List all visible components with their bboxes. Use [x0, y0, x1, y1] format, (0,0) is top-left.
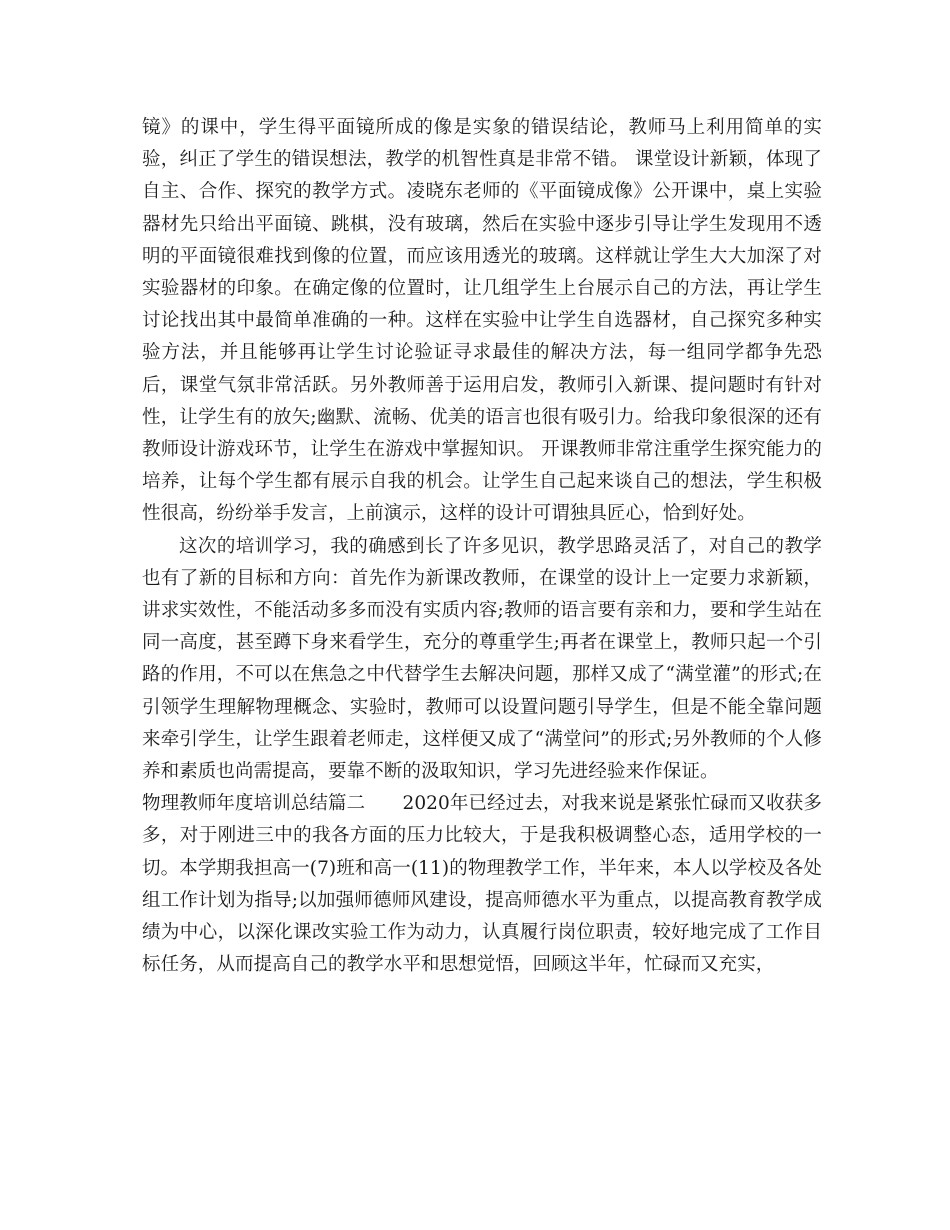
- document-body: [142, 112, 822, 981]
- paragraph-observation: 镜》的课中，学生得平面镜所成的像是实象的错误结论，教师马上利用简单的实验，纠正了学生的错误想法，教学的机智性真是非常不错。 课堂设计新颖，体现了自主、合作、探究的教学方式。凌晓东老师的《平面镜成像》公开课中，桌上实验器材先只给出平面镜、跳棋，没有玻璃，然后在实验中逐步引导让学生发现用不透明的平面镜很难找到像的位置，而应该用透光的玻璃。这样就让学生大大加深了对实验器材的印象。在确定像的位置时，让几组学生上台展示自己的方法，再让学生讨论找出其中最简单准确的一种。这样在实验中让学生自选器材，自己探究多种实验方法，并且能够再让学生讨论验证寻求最佳的解决方法，每一组同学都争先恐后，课堂气氛非常活跃。另外教师善于运用启发，教师引入新课、提问题时有针对性，让学生有的放矢;幽默、流畅、优美的语言也很有吸引力。给我印象很深的还有教师设计游戏环节，让学生在游戏中掌握知识。 开课教师非常注重学生探究能力的培养，让每个学生都有展示自我的机会。让学生自己起来谈自己的想法，学生积极性很高，纷纷举手发言，上前演示，这样的设计可谓独具匠心，恰到好处。: [142, 117, 822, 525]
- paragraph-reflection: 这次的培训学习，我的确感到长了许多见识，教学思路灵活了，对自己的教学也有了新的目标和方向：首先作为新课改教师，在课堂的设计上一定要力求新颖，讲求实效性，不能活动多多而没有实质内容;教师的语言要有亲和力，要和学生站在同一高度，甚至蹲下身来看学生，充分的尊重学生;再者在课堂上，教师只起一个引路的作用，不可以在焦急之中代替学生去解决问题，那样又成了“满堂灌”的形式;在引领学生理解物理概念、实验时，教师可以设置问题引导学生，但是不能全靠问题来牵引学生，让学生跟着老师走，这样便又成了“满堂问”的形式;另外教师的个人修养和素质也尚需提高，要靠不断的汲取知识，学习先进经验来作保证。: [142, 535, 822, 783]
- paragraph-summary-part-two: 物理教师年度培训总结篇二 2020年已经过去，对我来说是紧张忙碌而又收获多多，对于刚进三中的我各方面的压力比较大，于是我积极调整心态，适用学校的一切。本学期我担高一(7)班和高一(11)的物理教学工作，半年来，本人以学校及各处组工作计划为指导;以加强师德师风建设，提高师德水平为重点，以提高教育教学成绩为中心，以深化课改实验工作为动力，认真履行岗位职责，较好地完成了工作目标任务，从而提高自己的教学水平和思想觉悟，回顾这半年，忙碌而又充实，: [142, 793, 822, 976]
